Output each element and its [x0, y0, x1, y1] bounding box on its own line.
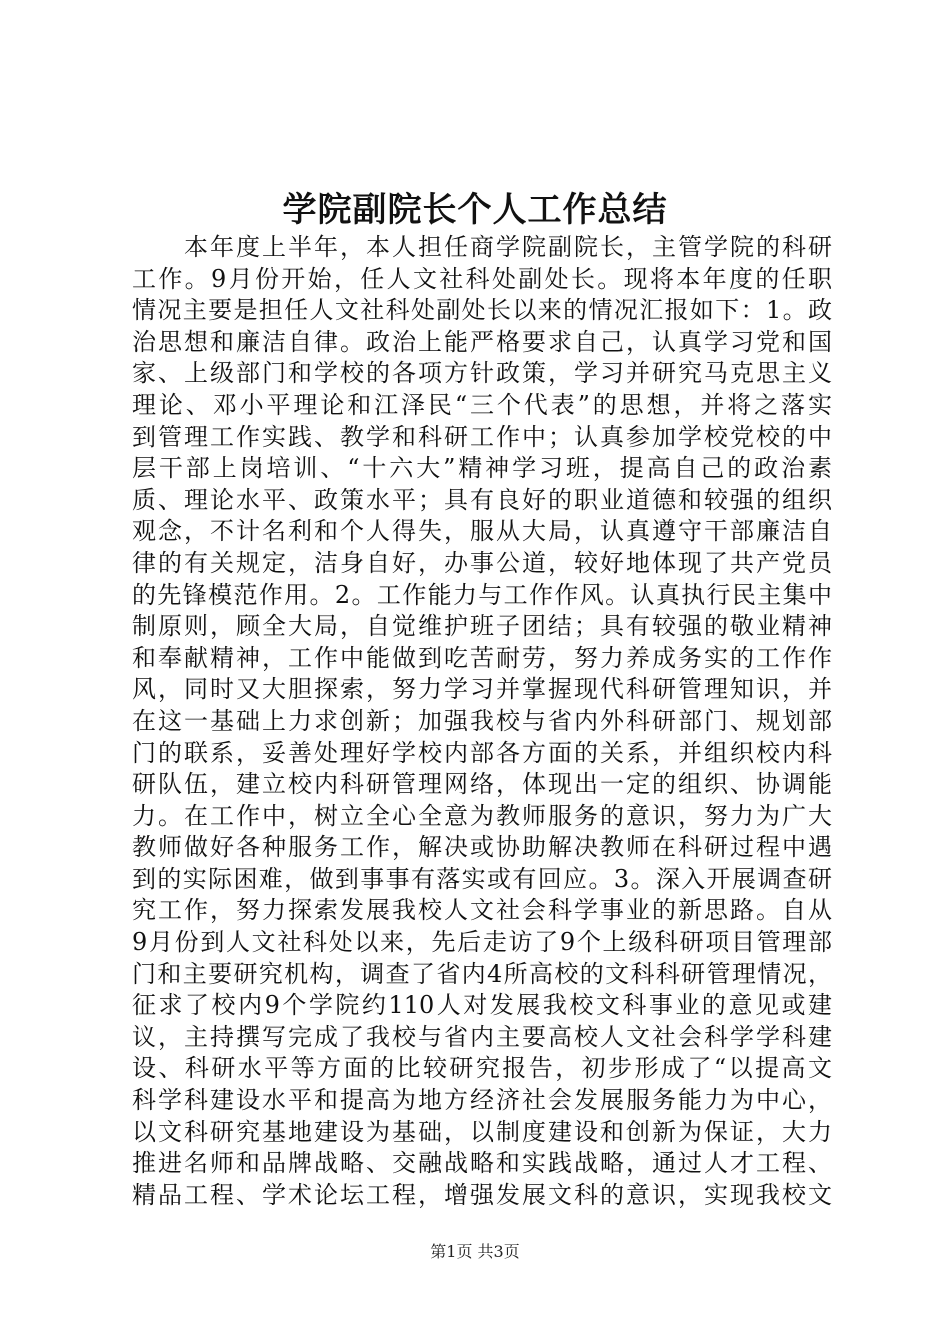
body-line: 制原则，顾全大局，自觉维护班子团结；具有较强的敬业精神: [132, 612, 832, 641]
body-line: 推进名师和品牌战略、交融战略和实践战略，通过人才工程、: [132, 1149, 832, 1178]
body-line: 力。在工作中，树立全心全意为教师服务的意识，努力为广大: [132, 801, 832, 830]
body-line: 律的有关规定，洁身自好，办事公道，较好地体现了共产党员: [132, 548, 832, 577]
body-line: 教师做好各种服务工作，解决或协助解决教师在科研过程中遇: [132, 833, 832, 862]
body-line: 的先锋模范作用。2。工作能力与工作作风。认真执行民主集中: [132, 580, 832, 609]
page-footer: 第1页 共3页: [430, 1242, 520, 1261]
body-line: 到管理工作实践、教学和科研工作中；认真参加学校党校的中: [132, 422, 832, 451]
body-line: 议，主持撰写完成了我校与省内主要高校人文社会科学学科建: [132, 1022, 832, 1051]
document-body: [132, 232, 832, 1211]
body-line: 研队伍，建立校内科研管理网络，体现出一定的组织、协调能: [132, 770, 832, 799]
body-line: 工作。9月份开始，任人文社科处副处长。现将本年度的任职: [132, 264, 832, 293]
body-line: 精品工程、学术论坛工程，增强发展文科的意识，实现我校文: [132, 1180, 832, 1209]
body-line: 到的实际困难，做到事事有落实或有回应。3。深入开展调查研: [132, 864, 832, 893]
document-title: 学院副院长个人工作总结: [282, 190, 668, 230]
body-line: 征求了校内9个学院约110人对发展我校文科事业的意见或建: [132, 991, 832, 1020]
body-line: 层干部上岗培训、“十六大”精神学习班，提高自己的政治素: [132, 454, 832, 483]
body-line: 观念，不计名利和个人得失，服从大局，认真遵守干部廉洁自: [132, 517, 832, 546]
body-line: 本年度上半年，本人担任商学院副院长，主管学院的科研: [132, 233, 832, 261]
body-line: 情况主要是担任人文社科处副处长以来的情况汇报如下：1。政: [132, 296, 832, 325]
body-line: 究工作，努力探索发展我校人文社会科学事业的新思路。自从: [132, 896, 832, 925]
body-line: 门和主要研究机构，调查了省内4所高校的文科科研管理情况，: [132, 959, 832, 988]
body-line: 在这一基础上力求创新；加强我校与省内外科研部门、规划部: [132, 706, 832, 735]
body-line: 治思想和廉洁自律。政治上能严格要求自己，认真学习党和国: [132, 327, 832, 356]
body-line: 设、科研水平等方面的比较研究报告，初步形成了“以提高文: [132, 1054, 832, 1083]
body-line: 和奉献精神，工作中能做到吃苦耐劳，努力养成务实的工作作: [132, 643, 832, 672]
body-line: 风，同时又大胆探索，努力学习并掌握现代科研管理知识，并: [132, 675, 832, 704]
body-line: 门的联系，妥善处理好学校内部各方面的关系，并组织校内科: [132, 738, 832, 767]
body-line: 理论、邓小平理论和江泽民“三个代表”的思想，并将之落实: [132, 390, 832, 419]
body-line: 质、理论水平、政策水平；具有良好的职业道德和较强的组织: [132, 485, 832, 514]
body-line: 家、上级部门和学校的各项方针政策，学习并研究马克思主义: [132, 359, 832, 388]
body-line: 9月份到人文社科处以来，先后走访了9个上级科研项目管理部: [132, 928, 832, 957]
body-line: 科学科建设水平和提高为地方经济社会发展服务能力为中心，: [132, 1086, 832, 1115]
body-line: 以文科研究基地建设为基础，以制度建设和创新为保证，大力: [132, 1117, 832, 1146]
